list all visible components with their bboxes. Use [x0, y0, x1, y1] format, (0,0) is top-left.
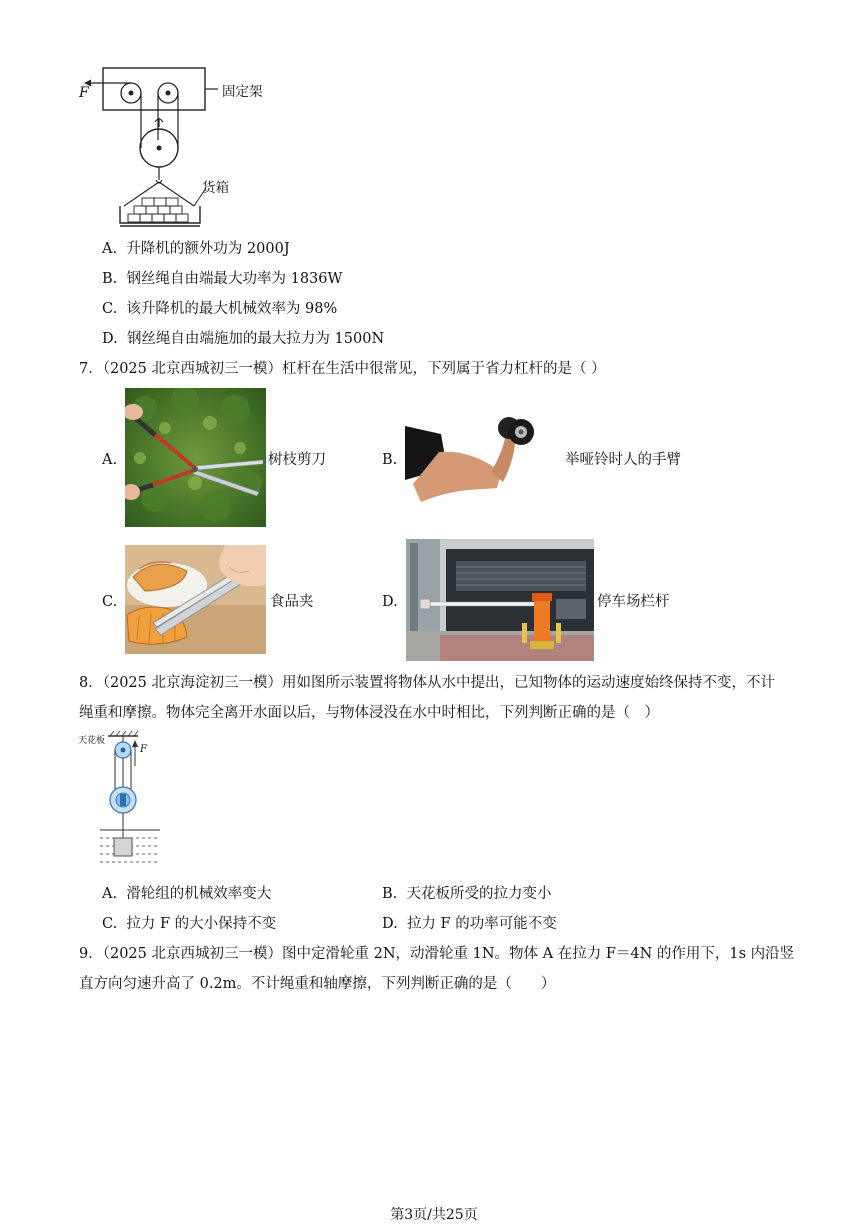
q6-option-d-letter: D.: [102, 331, 118, 347]
q8-stem-line2: 绳重和摩擦。物体完全离开水面以后，与物体浸没在水中时相比，下列判断正确的是（ ）: [79, 705, 659, 721]
q8-option-b-text: 天花板所受的拉力变小: [406, 886, 552, 902]
parking-barrier-image: [406, 539, 594, 661]
q6-option-d-text: 钢丝绳自由端施加的最大拉力为 1500N: [126, 331, 385, 347]
tongs-image: [125, 545, 266, 654]
q7-stem: 7．（2025 北京西城初三一模）杠杆在生活中很常见，下列属于省力杠杆的是（ ）: [79, 361, 606, 377]
q8-option-d-text: 拉力 F 的功率可能不变: [406, 916, 557, 932]
q6-option-a-letter: A.: [102, 241, 118, 257]
q7-option-a-caption: 树枝剪刀: [268, 452, 326, 468]
q8-pulley-figure: [78, 730, 188, 872]
q7-option-c-letter: C.: [102, 594, 118, 610]
q8-option-c-text: 拉力 F 的大小保持不变: [126, 916, 277, 932]
q8-stem-line1: 8．（2025 北京海淀初三一模）用如图所示装置将物体从水中提出，已知物体的运动速度始终保持不变，不计: [79, 675, 775, 691]
q6-option-c-letter: C.: [102, 301, 118, 317]
q6-frame-label: 固定架: [222, 84, 263, 100]
q9-stem-line2: 直方向匀速升高了 0.2m。不计绳重和轴摩擦，下列判断正确的是（ ）: [79, 976, 556, 992]
q6-option-c: [102, 299, 337, 319]
q7-shears-photo: [125, 388, 266, 527]
q8-force-label: F: [140, 744, 147, 755]
q6-option-b-text: 钢丝绳自由端最大功率为 1836W: [126, 271, 343, 287]
q8-option-b: [382, 884, 551, 904]
q7-option-d-letter: D.: [382, 594, 398, 610]
arm-dumbbell-image: [405, 408, 545, 508]
q8-option-c: [102, 914, 276, 934]
q9-stem-line1: 9．（2025 北京西城初三一模）图中定滑轮重 2N，动滑轮重 1N。物体 A 在拉力 F＝4N 的作用下，1s 内沿竖: [79, 946, 795, 962]
q8-option-d-letter: D.: [382, 916, 398, 932]
q6-box-label: 货箱: [202, 180, 229, 196]
shears-image: [125, 388, 266, 527]
q8-option-a-text: 滑轮组的机械效率变大: [126, 886, 272, 902]
q7-arm-dumbbell-photo: [405, 408, 545, 508]
q6-pulley-figure: [76, 60, 286, 232]
q8-option-a: [102, 884, 271, 904]
q8-option-d: [382, 914, 557, 934]
q6-option-a: [102, 239, 290, 259]
q7-option-b-caption: 举哑铃时人的手臂: [565, 452, 681, 468]
page-footer: 第3页/共25页: [390, 1207, 478, 1223]
q7-option-c-caption: 食品夹: [270, 594, 314, 610]
q7-option-b-letter: B.: [382, 452, 398, 468]
q7-option-a-letter: A.: [102, 452, 118, 468]
q6-option-b: [102, 269, 342, 289]
q8-option-c-letter: C.: [102, 916, 118, 932]
q8-pulley-diagram: [78, 730, 188, 872]
q8-option-b-letter: B.: [382, 886, 398, 902]
q7-parking-barrier-photo: [406, 539, 594, 661]
q6-option-d: [102, 329, 384, 349]
q6-option-b-letter: B.: [102, 271, 118, 287]
q7-tongs-photo: [125, 545, 266, 654]
q8-option-a-letter: A.: [102, 886, 118, 902]
q6-option-a-text: 升降机的额外功为 2000J: [126, 241, 290, 257]
q6-option-c-text: 该升降机的最大机械效率为 98%: [126, 301, 338, 317]
q6-force-label: F: [79, 85, 89, 101]
q8-ceiling-label: 天花板: [78, 736, 106, 746]
q7-option-d-caption: 停车场栏杆: [597, 594, 670, 610]
